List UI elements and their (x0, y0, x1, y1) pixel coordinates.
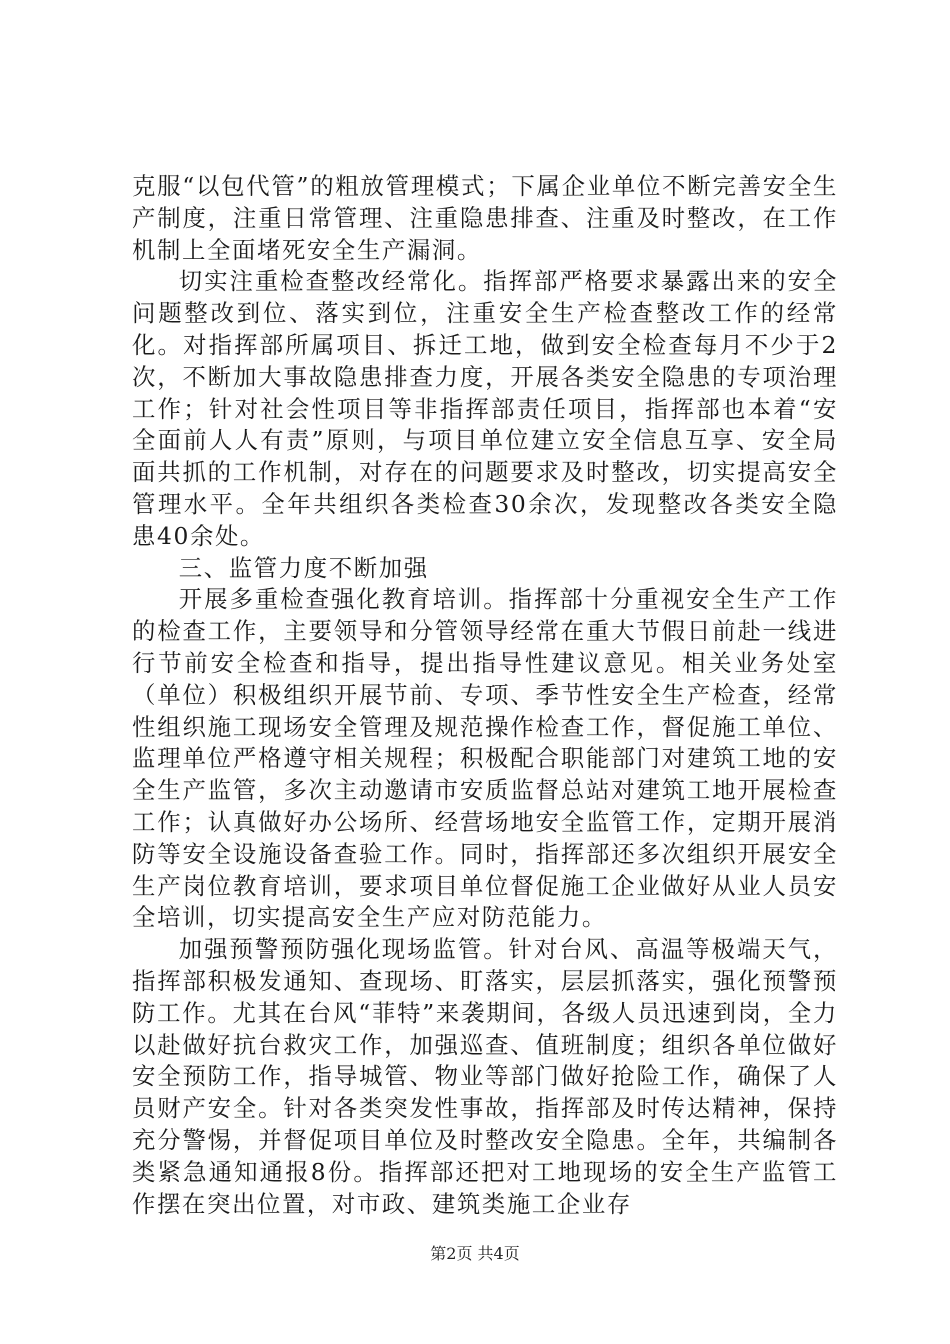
paragraph-4: 加强预警预防强化现场监管。针对台风、高温等极端天气，指挥部积极发通知、查现场、盯落实，层层抓落实，强化预警预防工作。尤其在台风“菲特”来袭期间，各级人员迅速到岗，全力以赴做好抗台救灾工作，加强巡查、值班制度；组织各单位做好安全预防工作，指导城管、物业等部门做好抢险工作，确保了人员财产安全。针对各类突发性事故，指挥部及时传达精神，保持充分警惕，并督促项目单位及时整改安全隐患。全年，共编制各类紧急通知通报8份。指挥部还把对工地现场的安全生产监管工作摆在突出位置，对市政、建筑类施工企业存 (132, 935, 838, 1218)
paragraph-1: 克服“以包代管”的粗放管理模式；下属企业单位不断完善安全生产制度，注重日常管理、注重隐患排查、注重及时整改，在工作机制上全面堵死安全生产漏洞。 (132, 172, 838, 264)
document-body (132, 171, 838, 1220)
paragraph-2: 切实注重检查整改经常化。指挥部严格要求暴露出来的安全问题整改到位、落实到位，注重安全生产检查整改工作的经常化。对指挥部所属项目、拆迁工地，做到安全检查每月不少于2次，不断加大事故隐患排查力度，开展各类安全隐患的专项治理工作；针对社会性项目等非指挥部责任项目，指挥部也本着“安全面前人人有责”原则，与项目单位建立安全信息互享、安全局面共抓的工作机制，对存在的问题要求及时整改，切实提高安全管理水平。全年共组织各类检查30余次，发现整改各类安全隐患40余处。 (132, 267, 838, 550)
section-heading: 三、监管力度不断加强 (178, 553, 429, 582)
page-footer: 第2页 共4页 (430, 1244, 520, 1263)
paragraph-3: 开展多重检查强化教育培训。指挥部十分重视安全生产工作的检查工作，主要领导和分管领导经常在重大节假日前赴一线进行节前安全检查和指导，提出指导性建议意见。相关业务处室（单位）积极组织开展节前、专项、季节性安全生产检查，经常性组织施工现场安全管理及规范操作检查工作，督促施工单位、监理单位严格遵守相关规程；积极配合职能部门对建筑工地的安全生产监管，多次主动邀请市安质监督总站对建筑工地开展检查工作；认真做好办公场所、经营场地安全监管工作，定期开展消防等安全设施设备查验工作。同时，指挥部还多次组织开展安全生产岗位教育培训，要求项目单位督促施工企业做好从业人员安全培训，切实提高安全生产应对防范能力。 (132, 585, 838, 932)
